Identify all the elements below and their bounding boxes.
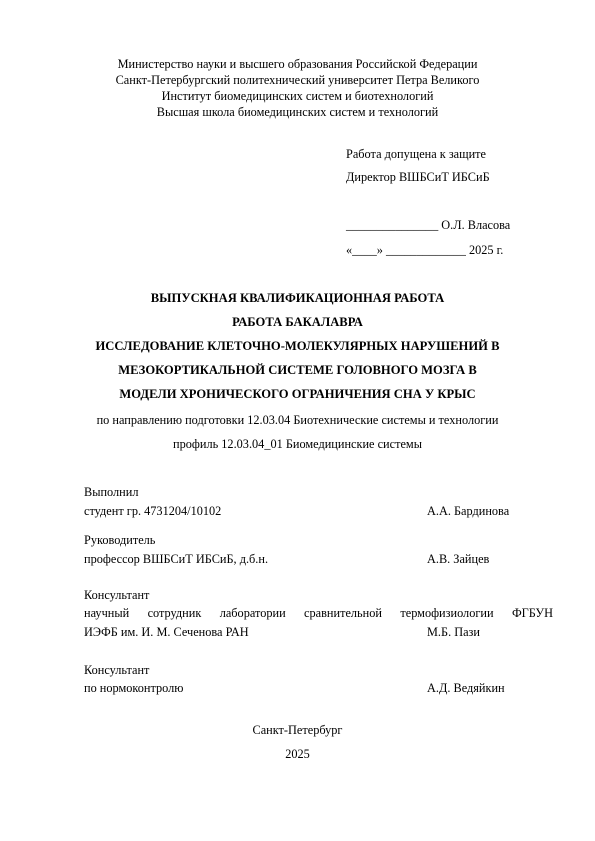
institute-line: Институт биомедицинских систем и биотехнологий (161, 89, 434, 103)
author-position: студент гр. 4731204/10102 (84, 504, 222, 518)
author-name: А.А. Бардинова (427, 504, 510, 518)
study-direction: по направлению подготовки 12.03.04 Биотехнические системы и технологии (96, 413, 499, 427)
consultant-1-name: М.Б. Пази (427, 625, 480, 639)
director-title: Директор ВШБСиТ ИБСиБ (346, 170, 490, 184)
consultant-2-name: А.Д. Ведяйкин (427, 681, 505, 695)
consultant-1-position-line-1: научный сотрудник лаборатории сравнительной термофизиологии ФГБУН (84, 606, 553, 620)
supervisor-name: А.В. Зайцев (427, 552, 490, 566)
university-line: Санкт-Петербургский политехнический университет Петра Великого (115, 73, 480, 87)
consultant-2-role: Консультант (84, 663, 150, 677)
approval-date-line: «____» _____________ 2025 г. (346, 243, 504, 257)
work-type-heading: ВЫПУСКНАЯ КВАЛИФИКАЦИОННАЯ РАБОТА (150, 291, 445, 305)
thesis-title-line-3: МОДЕЛИ ХРОНИЧЕСКОГО ОГРАНИЧЕНИЯ СНА У КРЫС (119, 387, 476, 401)
approval-text: Работа допущена к защите (346, 147, 487, 161)
consultant-1-position-line-2: ИЭФБ им. И. М. Сеченова РАН (84, 625, 249, 639)
consultant-1-role: Консультант (84, 588, 150, 602)
thesis-title-line-1: ИССЛЕДОВАНИЕ КЛЕТОЧНО-МОЛЕКУЛЯРНЫХ НАРУШЕНИЙ В (95, 339, 500, 353)
study-profile: профиль 12.03.04_01 Биомедицинские системы (173, 437, 422, 451)
supervisor-role: Руководитель (84, 533, 156, 547)
year: 2025 (285, 747, 310, 761)
city: Санкт-Петербург (252, 723, 343, 737)
supervisor-position: профессор ВШБСиТ ИБСиБ, д.б.н. (84, 552, 269, 566)
author-role: Выполнил (84, 485, 139, 499)
ministry-line: Министерство науки и высшего образования Российской Федерации (117, 57, 478, 71)
thesis-title-line-2: МЕЗОКОРТИКАЛЬНОЙ СИСТЕМЕ ГОЛОВНОГО МОЗГА В (118, 363, 477, 377)
degree-heading: РАБОТА БАКАЛАВРА (232, 315, 363, 329)
director-signature-line: _______________ О.Л. Власова (346, 218, 511, 232)
consultant-2-position: по нормоконтролю (84, 681, 184, 695)
school-line: Высшая школа биомедицинских систем и технологий (156, 105, 439, 119)
